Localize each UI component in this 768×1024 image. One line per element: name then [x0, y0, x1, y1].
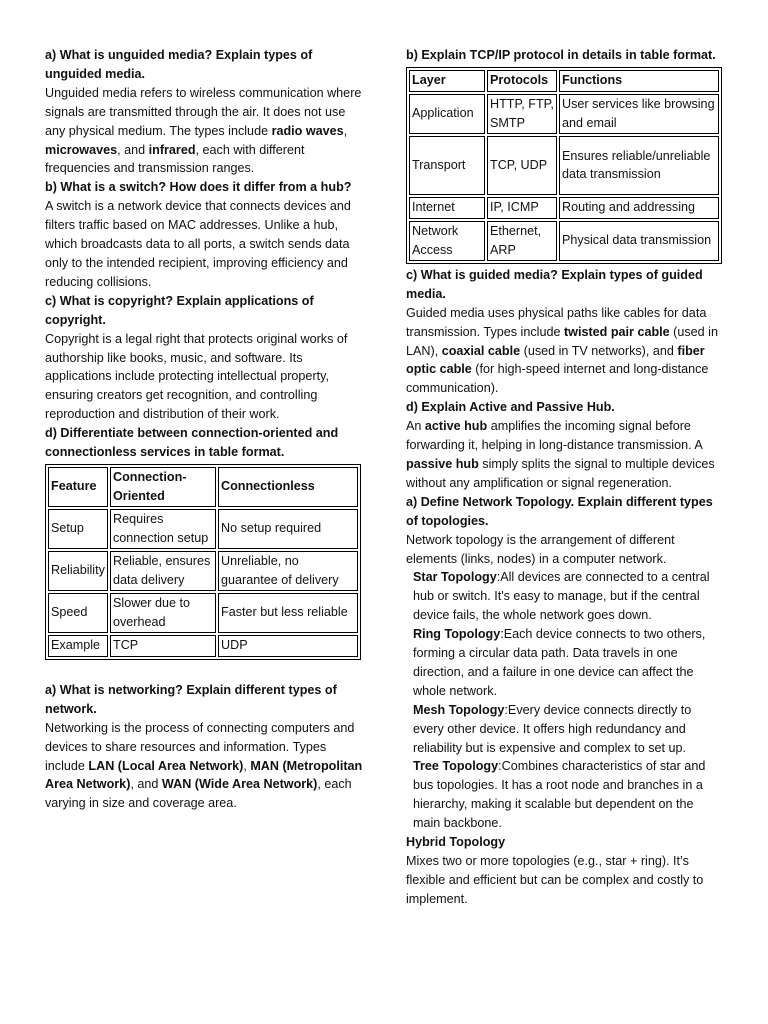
hybrid-topology-text: Mixes two or more topologies (e.g., star + ring). It’s flexible and efficient but can be complex and costly to implement. [406, 854, 704, 906]
guided-media-question: c) What is guided media? Explain types of guided media. [406, 267, 703, 301]
table-cell: Internet [409, 197, 485, 219]
topology-question: a) Define Network Topology. Explain different types of topologies. [406, 494, 713, 528]
networking-question: a) What is networking? Explain different types of network. [45, 682, 337, 716]
table-row [409, 221, 719, 261]
unguided-media-question: a) What is unguided media? Explain types of unguided media. [45, 48, 313, 81]
copyright-answer: Copyright is a legal right that protects original works of authorship like books, music, and software. Its applications include protecting intellectual property, ensuring creators get recognition, and controlling reproduction and distribution of their work. [45, 331, 348, 422]
table-row [409, 197, 719, 219]
table-header-cell: Feature [48, 467, 108, 507]
spacer [45, 662, 363, 681]
table-cell: Speed [48, 593, 108, 633]
table-cell: Ensures reliable/unreliable data transmission [559, 136, 719, 195]
connection-services-table [45, 464, 361, 660]
table-header-row [409, 70, 719, 92]
table-cell: No setup required [218, 509, 358, 549]
unguided-media-answer: Unguided media refers to wireless communication where signals are transmitted through the air. It does not use any physical medium. The types include radio waves, microwaves, and infrared, each with different frequencies and transmission ranges. [45, 85, 362, 176]
table-cell: Unreliable, no guarantee of delivery [218, 551, 358, 591]
table-row [48, 593, 358, 633]
switch-answer: A switch is a network device that connects devices and filters traffic based on MAC addresses. Unlike a hub, which broadcasts data to all ports, a switch sends data only to the intended recipient, improving efficiency and reducing collisions. [45, 199, 351, 289]
hub-answer: An active hub amplifies the incoming signal before forwarding it, helping in long-distance transmission. A passive hub simply splits the signal to multiple devices without any amplification or signal regeneration. [406, 419, 715, 490]
star-topology: Star Topology:All devices are connected to a central hub or switch. It's easy to manage, but if the central device fails, the whole network goes down. [413, 570, 710, 623]
table-cell: Reliable, ensures data delivery [110, 551, 216, 591]
hub-question: d) Explain Active and Passive Hub. [406, 400, 615, 415]
guided-media-answer: Guided media uses physical paths like cables for data transmission. Types include twisted pair cable (used in LAN), coaxial cable (used in TV networks), and fiber optic cable (for high-speed internet and long-distance communication). [406, 305, 718, 396]
table-cell: Example [48, 635, 108, 657]
table-row [409, 94, 719, 134]
topology-intro: Network topology is the arrangement of different elements (links, nodes) in a computer network. [406, 532, 675, 566]
ring-topology: Ring Topology:Each device connects to two others, forming a circular data path. Data travels in one direction, and a failure in one device can affect the whole network. [413, 627, 706, 698]
table-row [48, 635, 358, 657]
table-cell: Setup [48, 509, 108, 549]
table-row [409, 136, 719, 195]
table-cell: Transport [409, 136, 485, 195]
table-row [48, 509, 358, 549]
table-cell: TCP [110, 635, 216, 657]
table-cell: Ethernet, ARP [487, 221, 557, 261]
table-cell: Reliability [48, 551, 108, 591]
mesh-topology: Mesh Topology:Every device connects directly to every other device. It offers high redundancy and reliability but is expensive and complex to set up. [413, 702, 692, 755]
table-row [48, 551, 358, 591]
tcpip-question: b) Explain TCP/IP protocol in details in table format. [406, 48, 716, 62]
table-cell: Network Access [409, 221, 485, 261]
left-column [45, 46, 363, 813]
connection-services-question: d) Differentiate between connection-oriented and connectionless services in table format. [45, 426, 339, 460]
table-cell: Routing and addressing [559, 197, 719, 219]
switch-question: b) What is a switch? How does it differ from a hub? [45, 180, 352, 195]
tree-topology: Tree Topology:Combines characteristics of star and bus topologies. It has a root node and branches in a hierarchy, making it scalable but dependent on the main backbone. [413, 759, 706, 831]
table-cell: Slower due to overhead [110, 593, 216, 633]
networking-answer: Networking is the process of connecting computers and devices to share resources and information. Types include LAN (Local Area Network), MAN (Metropolitan Area Network), and WAN (Wide Area Network), each varying in size and coverage area. [45, 720, 363, 811]
right-column [406, 46, 724, 909]
tcpip-table [406, 67, 722, 264]
table-cell: UDP [218, 635, 358, 657]
hybrid-topology-heading: Hybrid Topology [406, 835, 506, 850]
table-header-cell: Functions [559, 70, 719, 92]
table-cell: TCP, UDP [487, 136, 557, 195]
table-cell: Application [409, 94, 485, 134]
table-header-cell: Protocols [487, 70, 557, 92]
copyright-question: c) What is copyright? Explain applications of copyright. [45, 293, 314, 327]
table-cell: IP, ICMP [487, 197, 557, 219]
table-cell: Requires connection setup [110, 509, 216, 549]
table-cell: HTTP, FTP, SMTP [487, 94, 557, 134]
table-cell: User services like browsing and email [559, 94, 719, 134]
table-cell: Faster but less reliable [218, 593, 358, 633]
table-header-cell: Connection-Oriented [110, 467, 216, 507]
table-header-row [48, 467, 358, 507]
table-cell: Physical data transmission [559, 221, 719, 261]
table-header-cell: Connectionless [218, 467, 358, 507]
table-header-cell: Layer [409, 70, 485, 92]
